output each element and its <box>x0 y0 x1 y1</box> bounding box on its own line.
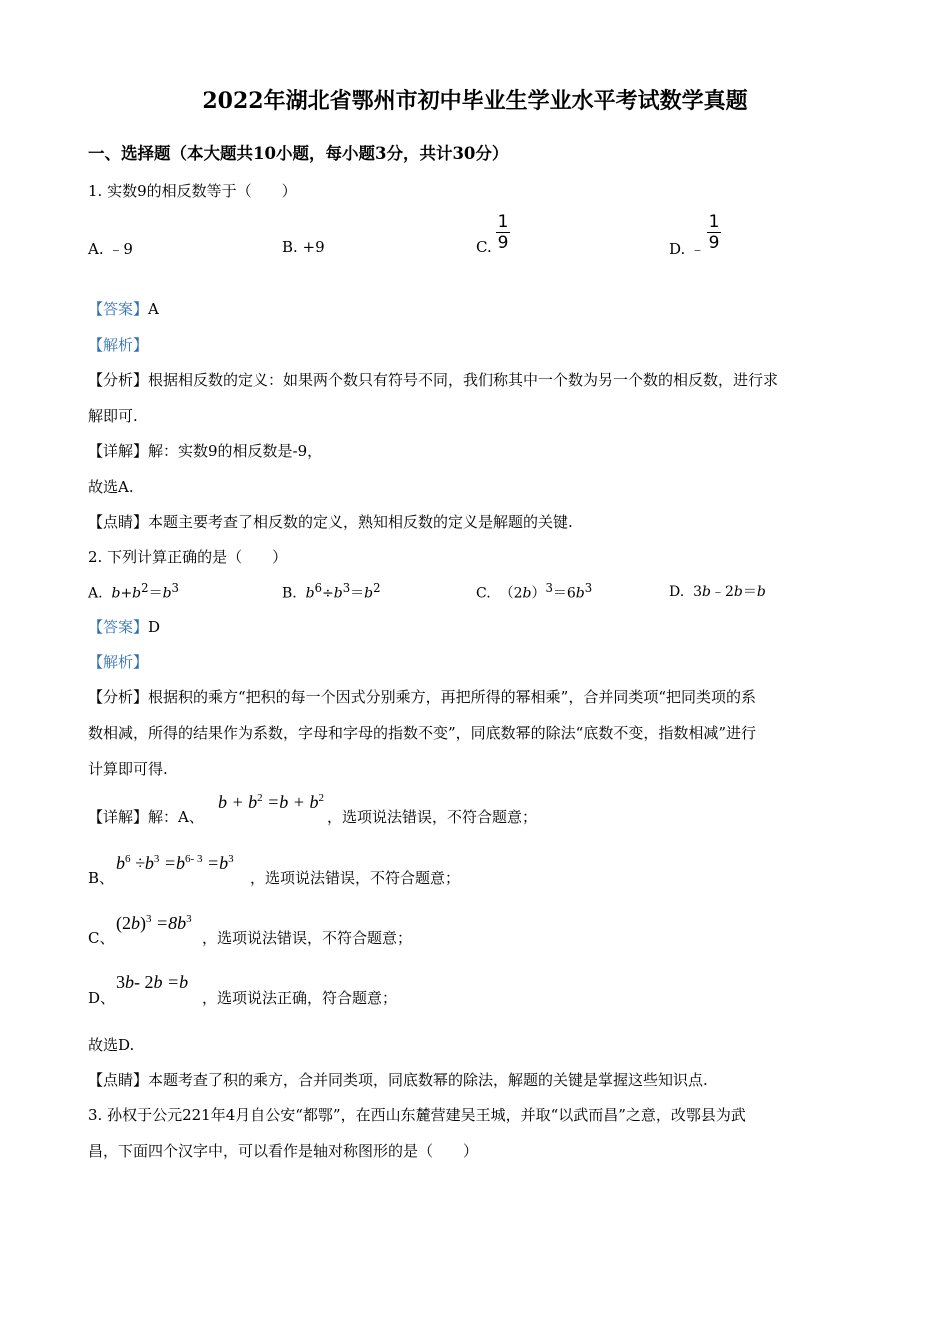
dianjing-text: 本题考查了积的乘方，合并同类项，同底数幂的除法，解题的关键是掌握这些知识点. <box>148 1071 708 1089</box>
q2-stem: 2. 下列计算正确的是（ ） <box>88 548 288 566</box>
q2-detail-d-equation: 3b- 2b =b <box>116 972 189 992</box>
xiangjie-text: 解：A、 <box>148 808 204 826</box>
fraction-numerator: 1 <box>708 212 720 232</box>
dianjing-text: 本题主要考查了相反数的定义，熟知相反数的定义是解题的关键. <box>148 513 573 531</box>
option-expression: b <box>522 585 532 602</box>
page-title: 2022年湖北省鄂州市初中毕业生学业水平考试数学真题 <box>202 88 748 114</box>
q1-fenxi-line-2: 解即可. <box>88 407 138 425</box>
option-label: C. <box>476 585 491 602</box>
xiangjie-text: 解：实数9的相反数是-9， <box>148 442 323 460</box>
answer-tag: 【答案】 <box>88 300 149 318</box>
q2-jiexi-tag: 【解析】 <box>88 653 149 671</box>
xiangjie-tag: 【详解】 <box>88 442 149 460</box>
dianjing-tag: 【点睛】 <box>88 513 149 531</box>
q2-detail-b-equation: $b^6 \div b^3 =b^{6- 3} =b^3$ <box>116 853 234 873</box>
q1-option-c-fraction <box>496 212 510 253</box>
q1-guxuan: 故选A. <box>88 478 134 496</box>
option-label: D. <box>669 584 685 600</box>
fraction-denominator: 9 <box>497 233 509 253</box>
q2-answer <box>88 616 160 637</box>
section-heading: 一、选择题（本大题共10小题，每小题3分，共计30分） <box>88 144 509 163</box>
q1-stem: 1. 实数9的相反数等于（ ） <box>88 182 297 200</box>
answer-value: A <box>148 300 159 318</box>
q2-detail-c-comment: ，选项说法错误，不符合题意； <box>202 929 413 947</box>
q2-detail-a-equation: $b + b^2 =b + b^2$ <box>218 792 324 812</box>
fenxi-tag: 【分析】 <box>88 371 149 389</box>
dianjing-tag: 【点睛】 <box>88 1071 149 1089</box>
option-label: A. <box>88 585 103 602</box>
q3-stem-line-1: 3. 孙权于公元221年4月自公安“都鄂”，在西山东麓营建吴王城，并取“以武而昌”之意，改鄂县为武 <box>88 1106 746 1124</box>
q2-guxuan: 故选D. <box>88 1036 135 1054</box>
q2-fenxi-line-3: 计算即可得. <box>88 760 168 778</box>
q2-detail-b-comment: ，选项说法错误，不符合题意； <box>250 869 461 887</box>
q2-dianjing <box>88 1069 708 1090</box>
q2-option-a: A. $b+b^2=b^3$ <box>88 581 179 602</box>
option-expression: b <box>702 584 711 600</box>
fraction-numerator: 1 <box>497 212 509 232</box>
answer-tag: 【答案】 <box>88 618 149 636</box>
q1-option-d: D. ﹣ <box>669 240 706 258</box>
q2-detail-a <box>88 806 204 827</box>
answer-value: D <box>148 618 161 636</box>
fenxi-tag: 【分析】 <box>88 688 149 706</box>
q2-option-c: C. $(2b)^3=6b^3$ <box>476 581 593 602</box>
q3-stem-line-2: 昌，下面四个汉字中，可以看作是轴对称图形的是（ ） <box>88 1142 479 1160</box>
q1-option-a: A. ﹣9 <box>88 240 133 258</box>
q1-option-c: C. <box>476 238 492 256</box>
q1-fenxi-line-1 <box>88 369 778 390</box>
q2-detail-c-equation: $(2b)^3 =8b^3$ <box>116 913 192 933</box>
q1-answer <box>88 298 159 319</box>
q1-xiangjie <box>88 440 322 461</box>
q1-jiexi-tag: 【解析】 <box>88 336 149 354</box>
q1-dianjing <box>88 511 573 532</box>
option-expression: b <box>111 585 121 602</box>
q2-fenxi-line-1 <box>88 686 756 707</box>
q2-option-d: D. 3b﹣2b＝b <box>669 584 766 600</box>
fenxi-text: 根据积的乘方“把积的每一个因式分别乘方，再把所得的幂相乘”，合并同类项“把同类项的系 <box>148 688 757 706</box>
fenxi-text: 根据相反数的定义：如果两个数只有符号不同，我们称其中一个数为另一个数的相反数，进行求 <box>148 371 779 389</box>
q2-option-b: B. $b^6\div b^3=b^2$ <box>282 581 381 602</box>
q2-detail-c-label: C、 <box>88 929 115 947</box>
option-label: B. <box>282 585 297 602</box>
xiangjie-tag: 【详解】 <box>88 808 149 826</box>
q2-detail-a-comment: ，选项说法错误，不符合题意； <box>327 808 538 826</box>
q2-detail-d-label: D、 <box>88 989 116 1007</box>
q1-option-b: B. +9 <box>282 238 325 256</box>
q2-fenxi-line-2: 数相减，所得的结果作为系数，字母和字母的指数不变”，同底数幂的除法“底数不变，指数相减”进行 <box>88 724 757 742</box>
fraction-denominator: 9 <box>708 233 720 253</box>
q2-detail-d-comment: ，选项说法正确，符合题意； <box>202 989 398 1007</box>
option-expression: b <box>305 585 315 602</box>
q2-detail-b-label: B、 <box>88 869 115 887</box>
q1-option-d-fraction <box>707 212 721 253</box>
